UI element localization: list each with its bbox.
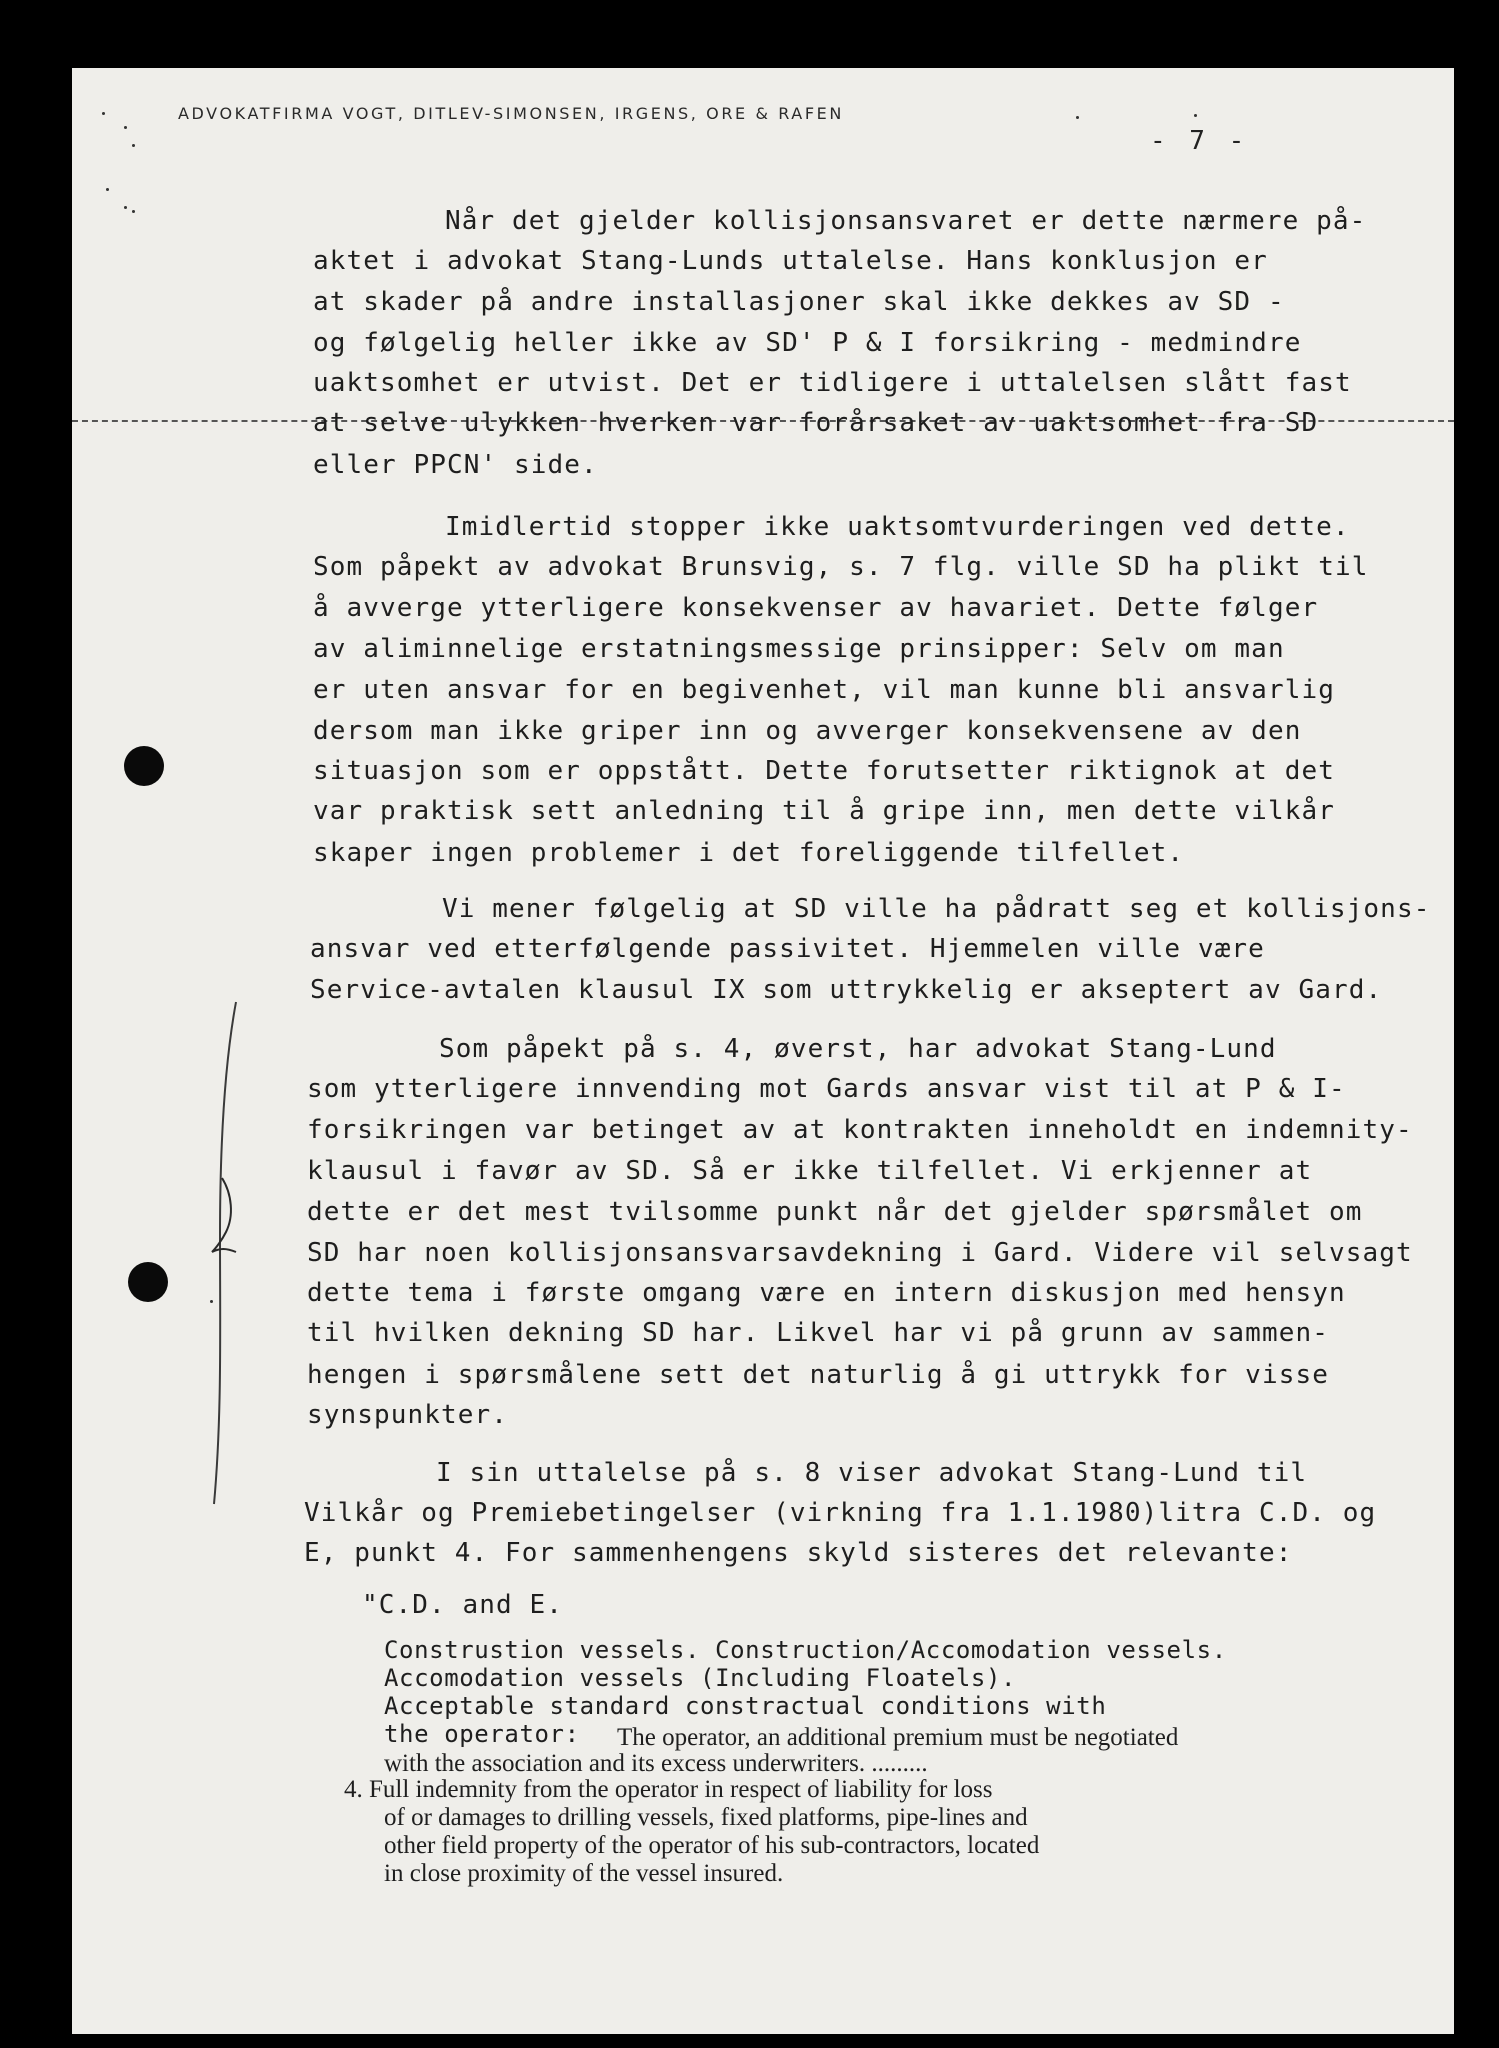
body-line: hengen i spørsmålene sett det naturlig å gi uttrykk for visse [307,1360,1329,1390]
body-line: var praktisk sett anledning til å gripe inn, men dette vilkår [313,796,1335,826]
body-line: dersom man ikke griper inn og avverger konsekvensene av den [313,716,1302,746]
punch-hole-bottom [128,1262,168,1302]
body-line: at skader på andre installasjoner skal ikke dekkes av SD - [313,287,1285,317]
body-line: eller PPCN' side. [313,450,598,480]
quote-line: Construstion vessels. Construction/Accomodation vessels. [384,1636,1227,1664]
body-line: I sin uttalelse på s. 8 viser advokat Stang-Lund til [436,1458,1308,1488]
body-line: Vilkår og Premiebetingelser (virkning fra 1.1.1980)litra C.D. og [304,1498,1377,1528]
body-line: Når det gjelder kollisjonsansvaret er dette nærmere på- [445,206,1367,236]
body-line: at selve ulykken hverken var forårsaket av uaktsomhet fra SD [313,408,1319,438]
body-line: forsikringen var betinget av at kontrakten inneholdt en indemnity- [307,1115,1413,1145]
quote-serif-line: other field property of the operator of his sub-contractors, located [384,1832,1040,1859]
body-line: ansvar ved etterfølgende passivitet. Hjemmelen ville være [310,934,1265,964]
quote-continuation: The operator, an additional premium must be negotiated [617,1724,1179,1751]
quote-line: Acceptable standard constractual conditions with [384,1692,1107,1720]
body-line: SD har noen kollisjonsansvarsavdekning i Gard. Videre vil selvsagt [307,1238,1413,1268]
body-line: dette tema i første omgang være en intern diskusjon med hensyn [307,1278,1346,1308]
quote-serif-line: in close proximity of the vessel insured. [384,1860,784,1887]
body-line: E, punkt 4. For sammenhengens skyld sisteres det relevante: [304,1538,1293,1568]
quote-serif-line: 4. Full indemnity from the operator in respect of liability for loss [344,1776,993,1803]
quote-heading: "C.D. and E. [362,1590,564,1620]
body-line: skaper ingen problemer i det foreliggende tilfellet. [313,838,1185,868]
body-line: til hvilken dekning SD har. Likvel har vi på grunn av sammen- [307,1318,1329,1348]
body-line: situasjon som er oppstått. Dette forutsetter riktignok at det [313,756,1335,786]
body-line: dette er det mest tvilsomme punkt når det gjelder spørsmålet om [307,1197,1363,1227]
body-line: Som påpekt på s. 4, øverst, har advokat Stang-Lund [439,1034,1277,1064]
body-line: er uten ansvar for en begivenhet, vil man kunne bli ansvarlig [313,675,1335,705]
letterhead: ADVOKATFIRMA VOGT, DITLEV-SIMONSEN, IRGENS, ORE & RAFEN [178,104,844,123]
body-line: Service-avtalen klausul IX som uttrykkelig er akseptert av Gard. [310,975,1383,1005]
body-line: å avverge ytterligere konsekvenser av havariet. Dette følger [313,593,1319,623]
document-page [72,68,1454,2034]
body-line: klausul i favør av SD. Så er ikke tilfellet. Vi erkjenner at [307,1156,1313,1186]
punch-hole-top [124,746,164,786]
page-number: - 7 - [1150,126,1249,156]
body-line: uaktsomhet er utvist. Det er tidligere i uttalelsen slått fast [313,368,1352,398]
quote-serif-line: with the association and its excess underwriters. ......... [384,1750,928,1777]
body-line: Imidlertid stopper ikke uaktsomtvurderingen ved dette. [445,512,1350,542]
quote-line: the operator: [384,1720,580,1748]
body-line: Som påpekt av advokat Brunsvig, s. 7 flg. ville SD ha plikt til [313,552,1369,582]
body-line: og følgelig heller ikke av SD' P & I forsikring - medmindre [313,328,1302,358]
quote-line: Accomodation vessels (Including Floatels). [384,1664,1017,1692]
body-line: Vi mener følgelig at SD ville ha pådratt seg et kollisjons- [442,894,1431,924]
body-line: synspunkter. [307,1400,509,1430]
body-line: av aliminnelige erstatningsmessige prinsipper: Selv om man [313,634,1285,664]
body-line: aktet i advokat Stang-Lunds uttalelse. Hans konklusjon er [313,246,1268,276]
body-line: som ytterligere innvending mot Gards ansvar vist til at P & I- [307,1074,1346,1104]
quote-serif-line: of or damages to drilling vessels, fixed platforms, pipe-lines and [384,1804,1028,1831]
handwritten-mark [206,1172,254,1260]
